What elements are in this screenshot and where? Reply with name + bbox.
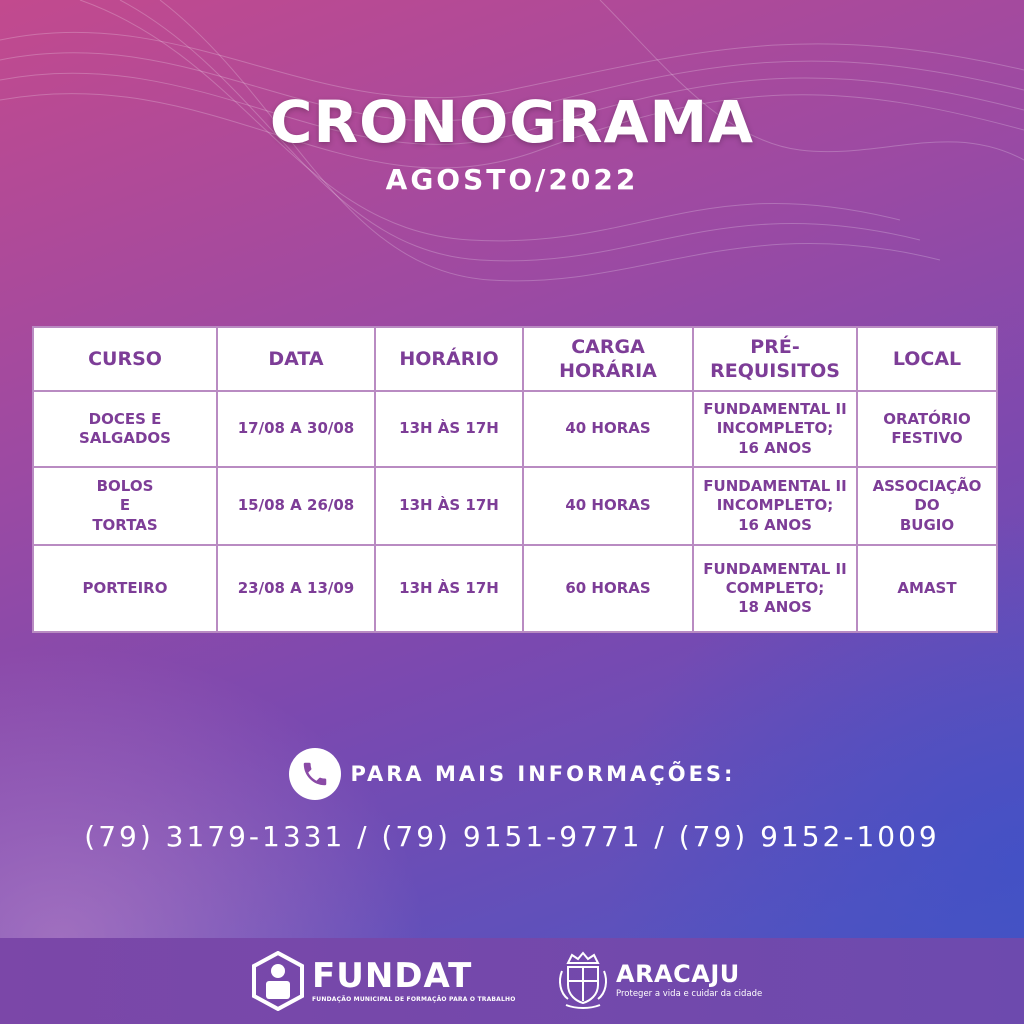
table-row — [33, 391, 997, 467]
cell-data: 15/08 A 26/08 — [217, 467, 375, 545]
cell-carga: 60 HORAS — [523, 545, 693, 632]
column-header-local: LOCAL — [857, 327, 997, 391]
cell-curso: PORTEIRO — [33, 545, 217, 632]
cell-carga: 40 HORAS — [523, 391, 693, 467]
table-row — [33, 545, 997, 632]
footer-bar — [0, 938, 1024, 1024]
cell-requisitos: FUNDAMENTAL II COMPLETO; 18 ANOS — [693, 545, 857, 632]
cell-horario: 13H ÀS 17H — [375, 467, 523, 545]
phone-numbers: (79) 3179-1331 / (79) 9151-9771 / (79) 9152-1009 — [84, 820, 940, 853]
page-subtitle: AGOSTO/2022 — [385, 163, 639, 196]
column-header-data: DATA — [217, 327, 375, 391]
fundat-logo — [252, 950, 516, 1012]
cell-requisitos: FUNDAMENTAL II INCOMPLETO; 16 ANOS — [693, 467, 857, 545]
table-row — [33, 467, 997, 545]
cell-local: AMAST — [857, 545, 997, 632]
aracaju-tagline: Proteger a vida e cuidar da cidade — [616, 988, 763, 999]
decorative-waves — [0, 0, 1024, 320]
contact-heading — [0, 746, 1024, 802]
cell-local: ASSOCIAÇÃO DO BUGIO — [857, 467, 997, 545]
phone-icon — [289, 748, 341, 800]
table-header-row — [33, 327, 997, 391]
cell-data: 23/08 A 13/09 — [217, 545, 375, 632]
cell-requisitos: FUNDAMENTAL II INCOMPLETO; 16 ANOS — [693, 391, 857, 467]
cell-horario: 13H ÀS 17H — [375, 391, 523, 467]
fundat-tagline: FUNDAÇÃO MUNICIPAL DE FORMAÇÃO PARA O TRABALHO — [312, 996, 516, 1003]
column-header-requisitos: PRÉ- REQUISITOS — [693, 327, 857, 391]
cell-horario: 13H ÀS 17H — [375, 545, 523, 632]
cell-curso: DOCES E SALGADOS — [33, 391, 217, 467]
fundat-emblem-icon — [252, 951, 304, 1011]
column-header-carga: CARGA HORÁRIA — [523, 327, 693, 391]
aracaju-coat-of-arms-icon — [556, 949, 610, 1011]
aracaju-logo — [556, 948, 762, 1012]
column-header-horario: HORÁRIO — [375, 327, 523, 391]
column-header-curso: CURSO — [33, 327, 217, 391]
cell-data: 17/08 A 30/08 — [217, 391, 375, 467]
fundat-name: FUNDAT — [312, 956, 473, 996]
cell-local: ORATÓRIO FESTIVO — [857, 391, 997, 467]
page-title: CRONOGRAMA — [269, 88, 755, 156]
contact-label: PARA MAIS INFORMAÇÕES: — [350, 762, 736, 786]
schedule-table — [32, 326, 996, 631]
aracaju-name: ARACAJU — [616, 959, 740, 988]
cell-carga: 40 HORAS — [523, 467, 693, 545]
cell-curso: BOLOS E TORTAS — [33, 467, 217, 545]
